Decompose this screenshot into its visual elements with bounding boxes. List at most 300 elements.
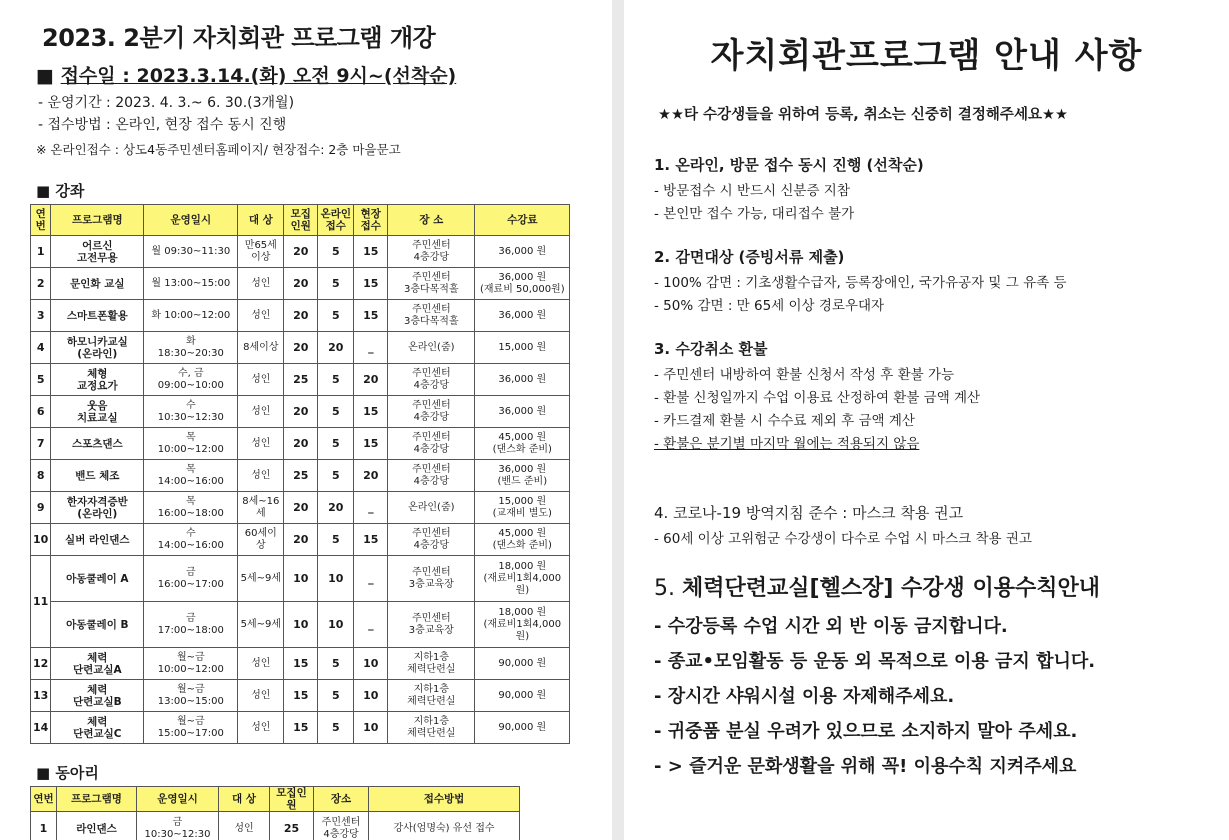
schedule-text: 14:00~16:00: [157, 475, 224, 487]
schedule-text: 16:00~18:00: [157, 507, 224, 519]
table-row: [31, 236, 570, 268]
section-3: [654, 338, 1211, 452]
schedule: [144, 602, 238, 648]
schedule: [144, 428, 238, 460]
place-text: 주민센터: [411, 566, 451, 578]
place-text: 주민센터: [411, 431, 451, 443]
fee-text: 18,000 원: [498, 560, 547, 572]
row-number: 12: [31, 648, 51, 680]
place-text: 지하1층: [413, 683, 449, 695]
place: [388, 556, 475, 602]
schedule-text: 10:00~12:00: [157, 443, 224, 455]
section-line: - 방문접수 시 반드시 신분증 지참: [654, 183, 850, 199]
onsite-count: 15: [354, 300, 388, 332]
fee-text: (재료비 50,000원): [480, 283, 565, 295]
place-text: 3층교육장: [408, 578, 454, 590]
program-name-text: 한자자격증반: [66, 495, 128, 508]
target: [238, 524, 284, 556]
fee: [475, 268, 570, 300]
target: [238, 712, 284, 744]
schedule-text: 10:30~12:30: [157, 411, 224, 423]
place-text: 4층강당: [413, 539, 449, 551]
table-row: [31, 396, 570, 428]
fee-text: (댄스화 준비): [492, 443, 552, 455]
section-1: [654, 154, 1211, 222]
online-count: 20: [318, 492, 354, 524]
gym-number: 5.: [654, 576, 675, 601]
schedule-text: 18:30~20:30: [157, 347, 224, 359]
row-number: 6: [31, 396, 51, 428]
onsite-count: 10: [354, 648, 388, 680]
program-name: [51, 648, 144, 680]
place-text: 주민센터: [411, 239, 451, 251]
club-header-cell: 대 상: [219, 787, 270, 812]
row-number: 2: [31, 268, 51, 300]
schedule: [144, 460, 238, 492]
row-number: 14: [31, 712, 51, 744]
place-text: 주민센터: [411, 463, 451, 475]
schedule: [144, 268, 238, 300]
schedule: [144, 680, 238, 712]
onsite-count: 15: [354, 236, 388, 268]
target: [238, 556, 284, 602]
program-name-text: 체형: [87, 367, 108, 380]
place-text: 4층강당: [413, 443, 449, 455]
schedule: [144, 492, 238, 524]
section-heading: 3. 수강취소 환불: [654, 340, 768, 358]
club-heading: ■ 동아리: [36, 764, 99, 782]
program-name: [51, 236, 144, 268]
place-text: 4층강당: [323, 829, 359, 840]
courses-header-cell: 모집인원: [284, 205, 318, 236]
fee-text: (재료비1회4,000원): [483, 618, 562, 642]
quota: 20: [284, 300, 318, 332]
program-name: [51, 396, 144, 428]
quota: 15: [284, 680, 318, 712]
online-count: 10: [318, 602, 354, 648]
section-2: [654, 246, 1211, 314]
target: [238, 492, 284, 524]
section-line: - 본인만 접수 가능, 대리접수 불가: [654, 206, 855, 222]
program-name: [51, 556, 144, 602]
target: [238, 300, 284, 332]
schedule-text: 월 13:00~15:00: [151, 277, 231, 289]
program-name-text: 체력: [87, 651, 108, 664]
covid-line: - 60세 이상 고위험군 수강생이 다수로 수업 시 마스크 착용 권고: [654, 531, 1032, 547]
fee: [475, 492, 570, 524]
row-number: 11: [31, 556, 51, 648]
onsite-count: _: [354, 602, 388, 648]
quota: 10: [284, 556, 318, 602]
fee: [475, 648, 570, 680]
onsite-count: 15: [354, 396, 388, 428]
quota: 20: [284, 268, 318, 300]
quota: 20: [284, 524, 318, 556]
schedule-text: 목: [185, 495, 196, 507]
place: [388, 524, 475, 556]
online-count: 5: [318, 460, 354, 492]
program-name: [51, 712, 144, 744]
program-name: [51, 680, 144, 712]
target-text: 성인: [251, 469, 271, 481]
onsite-count: _: [354, 556, 388, 602]
target: [238, 460, 284, 492]
place-text: 체력단련실: [407, 727, 456, 739]
table-row: [31, 680, 570, 712]
onsite-count: 20: [354, 364, 388, 396]
place: [388, 332, 475, 364]
target-text: 8세~16세: [242, 495, 280, 519]
online-count: 5: [318, 680, 354, 712]
club-header-cell: 접수방법: [369, 787, 520, 812]
online-count: 5: [318, 300, 354, 332]
program-name-text: 스포츠댄스: [71, 437, 123, 450]
fee: [475, 364, 570, 396]
fee-text: 90,000 원: [498, 657, 547, 669]
schedule-text: 목: [185, 431, 196, 443]
target: [238, 680, 284, 712]
place-text: 온라인(줌): [408, 341, 455, 353]
place: [314, 812, 369, 840]
schedule-text: 수, 금: [177, 367, 204, 379]
courses-table: [30, 204, 570, 744]
courses-header-cell: 운영일시: [144, 205, 238, 236]
section-4: [654, 502, 1211, 547]
method-line: - 접수방법 : 온라인, 현장 접수 동시 진행: [38, 117, 287, 133]
place-text: 주민센터: [411, 271, 451, 283]
program-name: [51, 460, 144, 492]
quota: 15: [284, 712, 318, 744]
program-name: [57, 812, 137, 840]
table-row: [31, 812, 520, 840]
row-number: 9: [31, 492, 51, 524]
online-count: 20: [318, 332, 354, 364]
fee-text: 15,000 원: [498, 495, 547, 507]
target-text: 만65세: [244, 239, 277, 251]
program-name: [51, 602, 144, 648]
onsite-count: 10: [354, 680, 388, 712]
program-name: [51, 524, 144, 556]
program-name-text: 치료교실: [77, 411, 118, 424]
program-name-text: 고전무용: [77, 251, 118, 264]
target-text: 성인: [251, 373, 271, 385]
quota: 20: [284, 236, 318, 268]
schedule-text: 월 09:30~11:30: [151, 245, 231, 257]
fee-text: (교재비 별도): [492, 507, 552, 519]
fee-text: (댄스화 준비): [492, 539, 552, 551]
fee: [475, 680, 570, 712]
onsite-count: _: [354, 492, 388, 524]
gym-title: 체력단련교실[헬스장] 수강생 이용수칙안내: [682, 576, 1100, 601]
fee: [475, 460, 570, 492]
program-name-text: 단련교실A: [72, 663, 122, 676]
club-header-cell: 운영일시: [137, 787, 219, 812]
place: [388, 492, 475, 524]
courses-header-cell: 온라인접수: [318, 205, 354, 236]
target-text: 5세~9세: [240, 618, 282, 630]
schedule-text: 14:00~16:00: [157, 539, 224, 551]
fee-text: 18,000 원: [498, 606, 547, 618]
schedule: [144, 524, 238, 556]
schedule-text: 월~금: [176, 715, 205, 727]
program-name-text: 아동쿨레이 A: [66, 572, 129, 585]
fee-text: 15,000 원: [498, 341, 547, 353]
place-text: 3층다목적홀: [403, 283, 459, 295]
target-text: 성인: [234, 823, 254, 834]
onsite-count: 15: [354, 524, 388, 556]
table-row: [31, 648, 570, 680]
target: [219, 812, 270, 840]
signup-method: [369, 812, 520, 840]
fee-text: 36,000 원: [498, 271, 547, 283]
quota: 20: [284, 428, 318, 460]
place-text: 4층강당: [413, 379, 449, 391]
quota: 20: [284, 492, 318, 524]
table-row: [31, 268, 570, 300]
schedule: [144, 236, 238, 268]
gym-rule: - > 즐거운 문화생활을 위해 꼭! 이용수칙 지켜주세요: [654, 756, 1077, 777]
schedule-text: 수: [185, 527, 196, 539]
registration-date: [36, 61, 590, 88]
schedule-text: 10:30~12:30: [144, 829, 211, 840]
quota: 15: [284, 648, 318, 680]
schedule: [144, 396, 238, 428]
online-count: 5: [318, 428, 354, 460]
place: [388, 396, 475, 428]
section-line: - 주민센터 내방하여 환불 신청서 작성 후 환불 가능: [654, 367, 955, 383]
schedule-text: 화 10:00~12:00: [151, 309, 231, 321]
schedule-text: 17:00~18:00: [157, 624, 224, 636]
courses-header-cell: 연번: [31, 205, 51, 236]
fee: [475, 396, 570, 428]
place-text: 3층다목적홀: [403, 315, 459, 327]
program-name-text: 어르신: [82, 239, 113, 252]
program-name: [51, 268, 144, 300]
place: [388, 602, 475, 648]
program-name-text: 단련교실C: [73, 727, 122, 740]
place-text: 체력단련실: [407, 695, 456, 707]
place-text: 4층강당: [413, 411, 449, 423]
signup-method-text: 강사(엄명숙) 유선 접수: [393, 823, 495, 834]
table-row: [31, 332, 570, 364]
place: [388, 680, 475, 712]
fee-text: 45,000 원: [498, 527, 547, 539]
registration-label: 접수일 : 2023.3.14.(화) 오전 9시~(선착순): [60, 65, 457, 87]
program-name-text: 단련교실B: [73, 695, 122, 708]
target-text: 성인: [251, 657, 271, 669]
club-header-cell: 연번: [31, 787, 57, 812]
quota: 10: [284, 602, 318, 648]
schedule: [144, 648, 238, 680]
target: [238, 364, 284, 396]
schedule-text: 15:00~17:00: [157, 727, 224, 739]
section-line: - 환불 신청일까지 수업 이용료 산정하여 환불 금액 계산: [654, 390, 981, 406]
schedule-text: 16:00~17:00: [157, 578, 224, 590]
program-name-text: 아동쿨레이 B: [66, 618, 129, 631]
place-text: 지하1층: [413, 715, 449, 727]
schedule-text: 10:00~12:00: [157, 663, 224, 675]
quota: 20: [284, 396, 318, 428]
program-name: [51, 492, 144, 524]
place-text: 3층교육장: [408, 624, 454, 636]
courses-header-cell: 현장접수: [354, 205, 388, 236]
courses-header-cell: 대 상: [238, 205, 284, 236]
online-count: 5: [318, 268, 354, 300]
row-number: 5: [31, 364, 51, 396]
schedule: [144, 332, 238, 364]
section-line: - 50% 감면 : 만 65세 이상 경로우대자: [654, 298, 885, 314]
fee-text: 36,000 원: [498, 463, 547, 475]
row-number: 7: [31, 428, 51, 460]
gym-heading: [654, 571, 1211, 602]
program-name: [51, 332, 144, 364]
fee: [475, 556, 570, 602]
onsite-count: 20: [354, 460, 388, 492]
row-number: 3: [31, 300, 51, 332]
place: [388, 268, 475, 300]
schedule-text: 수: [185, 399, 196, 411]
place-text: 주민센터: [411, 527, 451, 539]
section-heading: 2. 감면대상 (증빙서류 제출): [654, 248, 845, 266]
section-line: - 100% 감면 : 기초생활수급자, 등록장애인, 국가유공자 및 그 유족 등: [654, 275, 1067, 291]
row-number: 1: [31, 812, 57, 840]
club-header-cell: 프로그램명: [57, 787, 137, 812]
schedule-text: 13:00~15:00: [157, 695, 224, 707]
schedule-text: 금: [185, 612, 196, 624]
quota: 25: [270, 812, 314, 840]
row-number: 4: [31, 332, 51, 364]
schedule: [144, 364, 238, 396]
schedule: [137, 812, 219, 840]
fee: [475, 712, 570, 744]
table-row: [31, 556, 570, 602]
row-number: 1: [31, 236, 51, 268]
courses-heading: ■ 강좌: [36, 182, 85, 200]
onsite-count: _: [354, 332, 388, 364]
table-row: [31, 602, 570, 648]
target: [238, 332, 284, 364]
fee: [475, 332, 570, 364]
square-bullet-icon: ■: [36, 65, 54, 87]
target: [238, 428, 284, 460]
courses-header-cell: 프로그램명: [51, 205, 144, 236]
target: [238, 236, 284, 268]
place-text: 주민센터: [411, 399, 451, 411]
courses-header-cell: 장 소: [388, 205, 475, 236]
online-count: 5: [318, 364, 354, 396]
program-name-text: 체력: [87, 715, 108, 728]
table-row: [31, 712, 570, 744]
fee: [475, 524, 570, 556]
program-name-text: 문인화 교실: [70, 277, 125, 290]
program-name: [51, 428, 144, 460]
gym-rule: - 수강등록 수업 시간 외 반 이동 금지합니다.: [654, 616, 1008, 637]
onsite-count: 15: [354, 268, 388, 300]
courses-header-cell: 수강료: [475, 205, 570, 236]
table-row: [31, 428, 570, 460]
online-count: 5: [318, 396, 354, 428]
quota: 20: [284, 332, 318, 364]
target: [238, 648, 284, 680]
onsite-count: 10: [354, 712, 388, 744]
program-name: [51, 300, 144, 332]
program-name-text: 실버 라인댄스: [65, 533, 130, 546]
gym-rule: - 종교•모임활동 등 운동 외 목적으로 이용 금지 합니다.: [654, 651, 1096, 672]
fee: [475, 236, 570, 268]
program-name-text: (온라인): [77, 347, 118, 360]
place: [388, 236, 475, 268]
schedule-text: 금: [172, 817, 183, 828]
schedule-text: 금: [185, 566, 196, 578]
place-text: 체력단련실: [407, 663, 456, 675]
schedule: [144, 300, 238, 332]
fee: [475, 428, 570, 460]
section-line: - 카드결제 환불 시 수수료 제외 후 금액 계산: [654, 413, 915, 429]
target-text: 60세이상: [244, 527, 277, 551]
fee-text: (밴드 준비): [497, 475, 548, 487]
covid-heading: 4. 코로나-19 방역지침 준수 : 마스크 착용 권고: [654, 504, 964, 522]
place-text: 주민센터: [411, 612, 451, 624]
right-page: [624, 0, 1229, 840]
section-line-underlined: - 환불은 분기별 마지막 월에는 적용되지 않음: [654, 436, 920, 452]
place: [388, 300, 475, 332]
place-text: 4층강당: [413, 475, 449, 487]
club-table: [30, 786, 520, 840]
place: [388, 712, 475, 744]
online-count: 10: [318, 556, 354, 602]
place-text: 4층강당: [413, 251, 449, 263]
target-text: 8세이상: [243, 341, 279, 353]
online-count: 5: [318, 236, 354, 268]
place-text: 온라인(줌): [408, 501, 455, 513]
online-count: 5: [318, 648, 354, 680]
place: [388, 648, 475, 680]
program-name-text: 체력: [87, 683, 108, 696]
place-text: 지하1층: [413, 651, 449, 663]
table-row: [31, 524, 570, 556]
place-text: 주민센터: [321, 817, 361, 828]
fee: [475, 602, 570, 648]
target-text: 성인: [251, 437, 271, 449]
target-text: 성인: [251, 689, 271, 701]
table-row: [31, 460, 570, 492]
schedule: [144, 556, 238, 602]
target: [238, 396, 284, 428]
row-number: 8: [31, 460, 51, 492]
fee-text: 36,000 원: [498, 309, 547, 321]
notice-title: 자치회관프로그램 안내 사항: [710, 36, 1143, 76]
gym-rule: - 귀중품 분실 우려가 있으므로 소지하지 말아 주세요.: [654, 721, 1078, 742]
table-row: [31, 300, 570, 332]
target-text: 성인: [251, 277, 271, 289]
target: [238, 602, 284, 648]
schedule-text: 09:00~10:00: [157, 379, 224, 391]
schedule-text: 목: [185, 463, 196, 475]
quota: 25: [284, 364, 318, 396]
place-text: 주민센터: [411, 367, 451, 379]
fee-text: 36,000 원: [498, 405, 547, 417]
fee-text: 90,000 원: [498, 721, 547, 733]
fee: [475, 300, 570, 332]
program-name-text: 웃음: [87, 399, 108, 412]
online-count: 5: [318, 524, 354, 556]
onsite-count: 15: [354, 428, 388, 460]
table-row: [31, 364, 570, 396]
quota: 25: [284, 460, 318, 492]
program-name-text: 라인댄스: [76, 823, 117, 835]
program-name-text: (온라인): [77, 507, 118, 520]
place: [388, 364, 475, 396]
